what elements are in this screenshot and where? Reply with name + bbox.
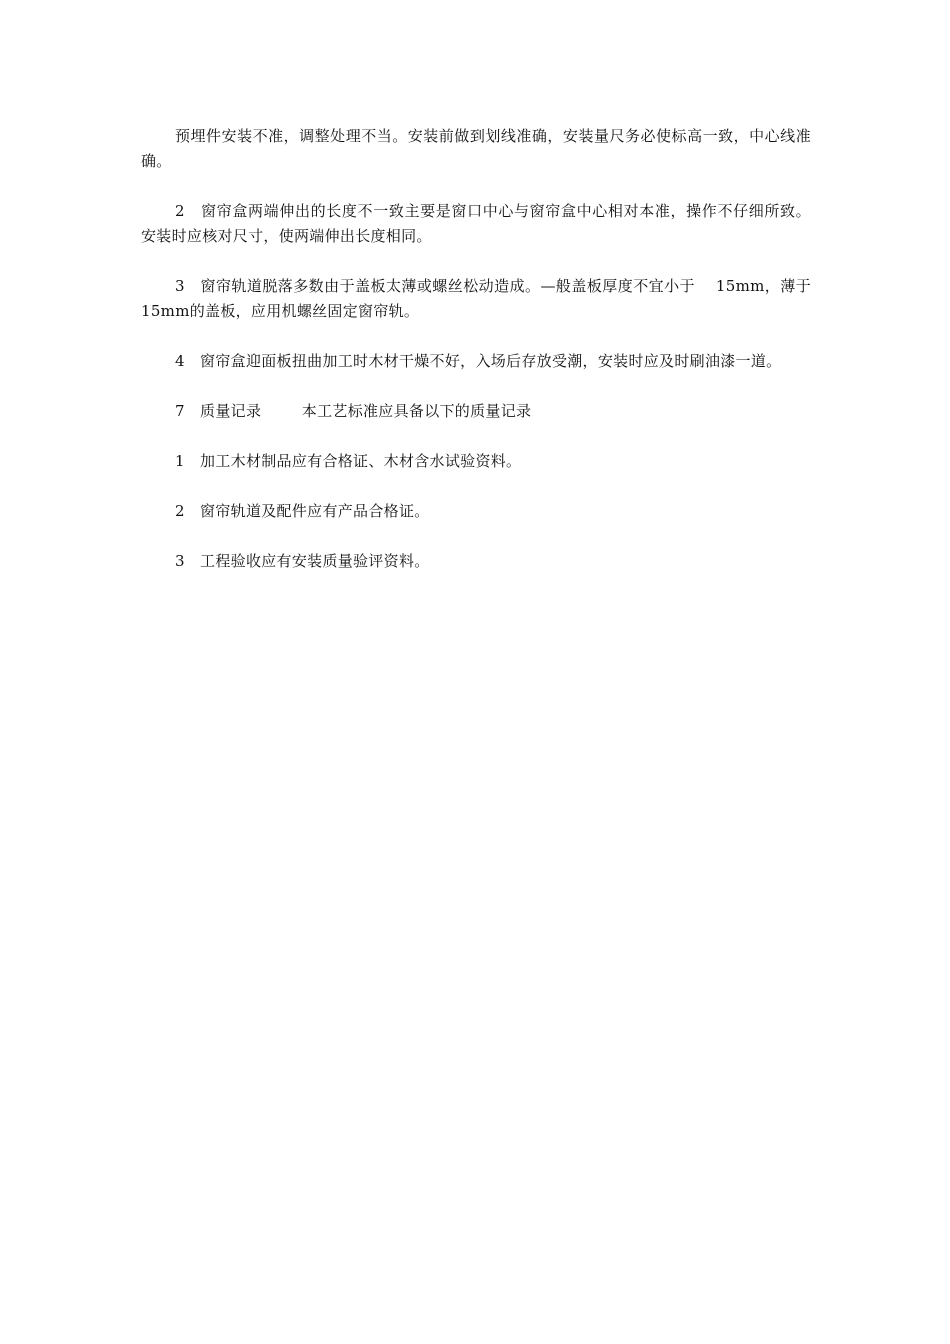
- section-heading-quality-records: 7 质量记录 本工艺标准应具备以下的质量记录: [175, 402, 532, 420]
- paragraph-embedded-parts: 预埋件安装不准，调整处理不当。安装前做到划线准确，安装量尺务必使标高一致，中心线准确。: [141, 127, 811, 170]
- paragraph-record-1: 1 加工木材制品应有合格证、木材含水试验资料。: [175, 452, 522, 470]
- paragraph-item-3-rail-falling: 3 窗帘轨道脱落多数由于盖板太薄或螺丝松动造成。—般盖板厚度不宜小于 15mm，薄于15mm的盖板，应用机螺丝固定窗帘轨。: [141, 277, 811, 320]
- paragraph-item-4-face-board: 4 窗帘盒迎面板扭曲加工时木材干燥不好，入场后存放受潮，安装时应及时刷油漆一道。: [175, 352, 782, 370]
- document-body: [141, 124, 811, 599]
- paragraph-record-2: 2 窗帘轨道及配件应有产品合格证。: [175, 502, 430, 520]
- paragraph-record-3: 3 工程验收应有安装质量验评资料。: [175, 552, 430, 570]
- paragraph-item-2-box-length: 2 窗帘盒两端伸出的长度不一致主要是窗口中心与窗帘盒中心相对本准，操作不仔细所致。安装时应核对尺寸，使两端伸出长度相同。: [141, 202, 811, 245]
